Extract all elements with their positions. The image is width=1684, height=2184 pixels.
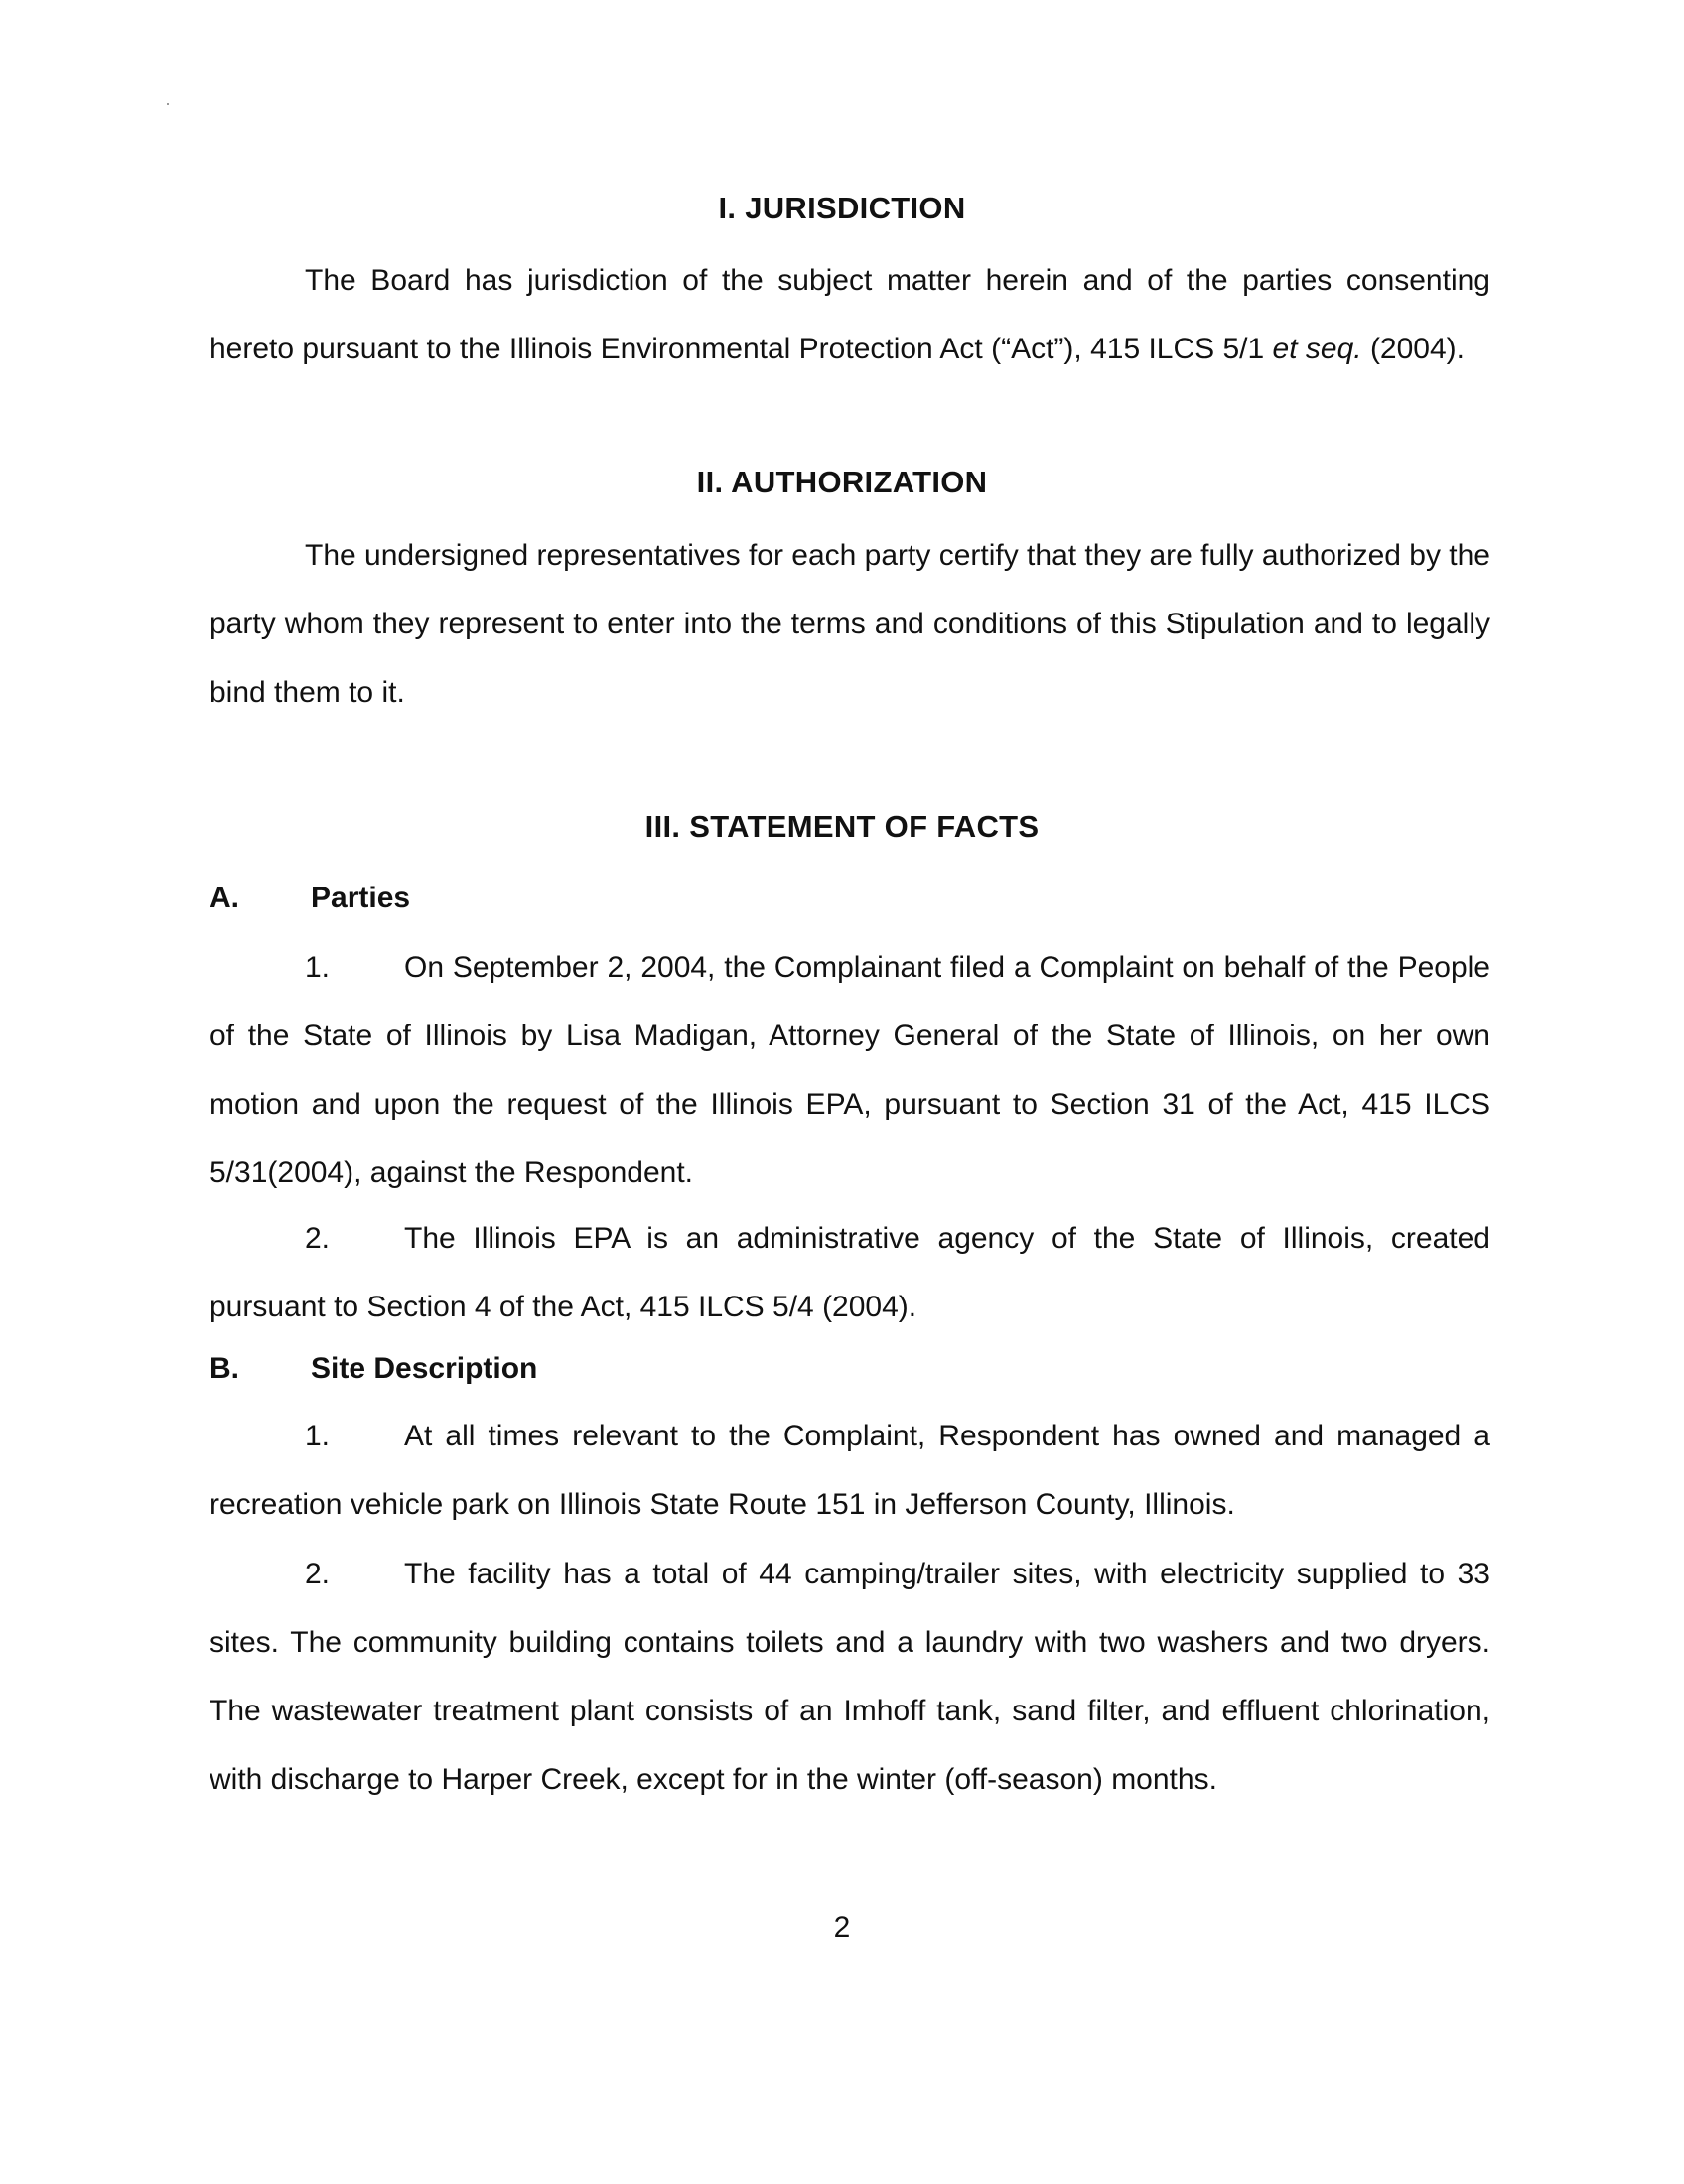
parties-item-1 [210, 933, 1490, 1207]
jurisdiction-heading: I. JURISDICTION [718, 191, 966, 225]
site-item-1-number: 1. [305, 1420, 331, 1452]
parties-item-1-text: On September 2, 2004, the Complainant filed a Complaint on behalf of the People of the State of Illinois by Lisa Madigan, Attorney General of the State of Illinois, on her own motion and upon the request of the Illinois EPA, pursuant to Section 31 of the Act, 415 ILCS 5/31(2004), against the Respondent. [210, 951, 1490, 1189]
site-item-2 [210, 1540, 1490, 1814]
parties-letter: A. [210, 882, 239, 914]
scan-speck [167, 103, 169, 105]
site-item-1-text: At all times relevant to the Complaint, Respondent has owned and managed a recreation vehicle park on Illinois State Route 151 in Jefferson County, Illinois. [210, 1420, 1490, 1521]
jurisdiction-text: The Board has jurisdiction of the subject matter herein and of the parties consenting hereto pursuant to the Illinois Environmental Protection Act (“Act”), 415 ILCS 5/1 [210, 264, 1490, 365]
facts-heading: III. STATEMENT OF FACTS [644, 809, 1040, 844]
site-title: Site Description [311, 1352, 538, 1385]
site-item-1 [210, 1402, 1490, 1539]
parties-subheading [210, 882, 410, 915]
parties-item-2-number: 2. [305, 1222, 331, 1255]
site-letter: B. [210, 1352, 239, 1385]
page-number: 2 [833, 1911, 851, 1944]
site-item-2-number: 2. [305, 1558, 331, 1590]
authorization-heading: II. AUTHORIZATION [696, 465, 988, 499]
parties-item-2 [210, 1204, 1490, 1341]
jurisdiction-text-end: (2004). [1361, 333, 1465, 365]
site-subheading [210, 1352, 537, 1386]
site-item-2-text: The facility has a total of 44 camping/trailer sites, with electricity supplied to 33 sites. The community building contains toilets and a laundry with two washers and two dryers. The wastewater treatment plant consists of an Imhoff tank, sand filter, and effluent chlorination, with discharge to Harper Creek, except for in the winter (off-season) months. [210, 1558, 1490, 1796]
jurisdiction-et-seq: et seq. [1272, 333, 1362, 365]
jurisdiction-paragraph [210, 246, 1490, 383]
parties-item-1-number: 1. [305, 951, 331, 984]
authorization-paragraph: The undersigned representatives for each party certify that they are fully authorized by the party whom they represent to enter into the terms and conditions of this Stipulation and to legally bind them to it. [210, 539, 1490, 709]
parties-item-2-text: The Illinois EPA is an administrative agency of the State of Illinois, created pursuant to Section 4 of the Act, 415 ILCS 5/4 (2004). [210, 1222, 1490, 1323]
parties-title: Parties [311, 882, 411, 914]
